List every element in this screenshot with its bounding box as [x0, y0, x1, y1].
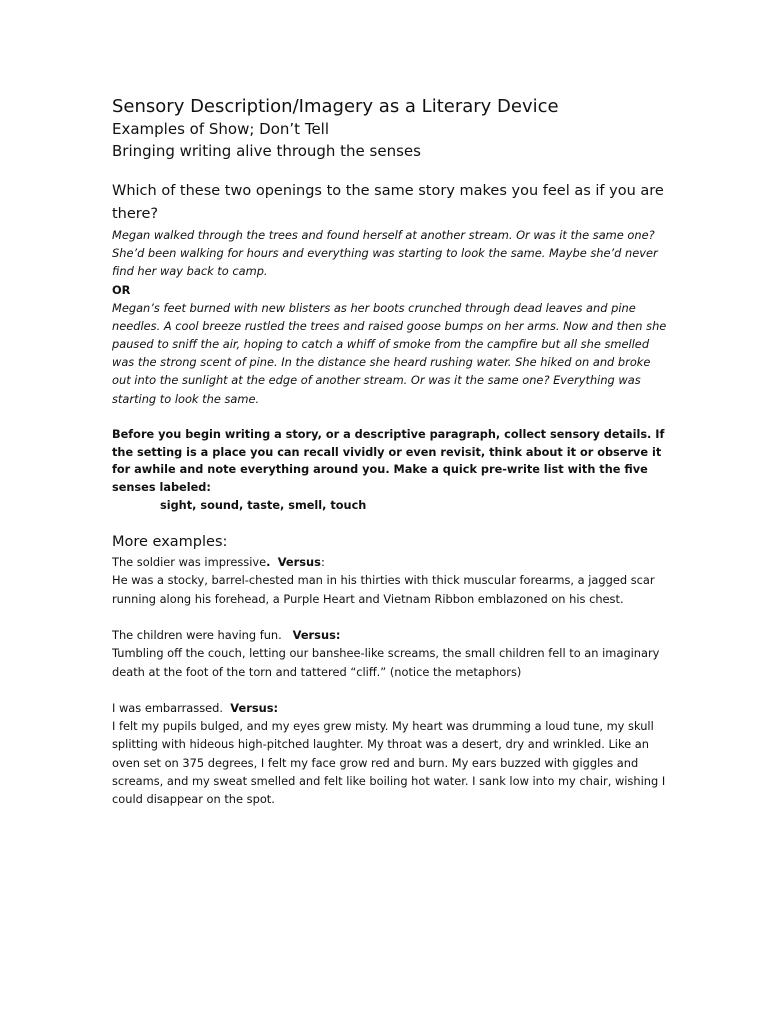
versus-punctuation: :	[320, 555, 325, 570]
example-soldier	[112, 553, 668, 608]
more-examples-heading: More examples:	[112, 534, 228, 551]
example-children	[112, 626, 668, 681]
tell-statement	[112, 699, 668, 717]
opening-one: Megan walked through the trees and found herself at another stream. Or was it the same one? She’d been walking for hours and everything was starting to look the same. Maybe she’d never find her way back to camp.	[112, 228, 658, 279]
tell-statement	[112, 626, 668, 644]
subtitle-senses: Bringing writing alive through the senses	[112, 142, 421, 160]
page-title: Sensory Description/Imagery as a Literary Device	[112, 96, 559, 117]
versus-label: Versus	[277, 555, 321, 570]
show-statement: Tumbling off the couch, letting our banshee-like screams, the small children fell to an imaginary death at the foot of the torn and tattered “cliff.” (notice the metaphors)	[112, 646, 660, 679]
versus-label: Versus:	[292, 627, 341, 642]
versus-label: Versus:	[230, 700, 279, 715]
example-embarrassed	[112, 699, 668, 809]
opening-two: Megan’s feet burned with new blisters as her boots crunched through dead leaves and pine needles. A cool breeze rustled the trees and raised goose bumps on her arms. Now and then she paused to sniff the air, hoping to catch a whiff of smoke from the campfire but all she smelled was the strong scent of pine. In the distance she heard rushing water. She hiked on and broke out into the sunlight at the edge of another stream. Or was it the same one? Everything was starting to look the same.	[112, 300, 667, 406]
senses-list: sight, sound, taste, smell, touch	[160, 499, 367, 513]
instruction-paragraph: Before you begin writing a story, or a descriptive paragraph, collect sensory details. If the setting is a place you can recall vividly or even revisit, think about it or observe it for awhile and note everything around you. Make a quick pre-write list with the five senses labeled:	[112, 427, 665, 495]
or-label: OR	[112, 282, 131, 297]
tell-statement	[112, 553, 668, 571]
tell-text: The children were having fun.	[112, 627, 282, 642]
subtitle-examples: Examples of Show; Don’t Tell	[112, 120, 330, 138]
show-statement: He was a stocky, barrel-chested man in his thirties with thick muscular forearms, a jagged scar running along his forehead, a Purple Heart and Vietnam Ribbon emblazoned on his chest.	[112, 573, 655, 606]
tell-punctuation: .	[266, 555, 271, 570]
tell-text: I was embarrassed.	[112, 700, 224, 715]
question-text: Which of these two openings to the same story makes you feel as if you are there?	[112, 183, 664, 222]
show-statement: I felt my pupils bulged, and my eyes grew misty. My heart was drumming a loud tune, my skull splitting with hideous high-pitched laughter. My throat was a desert, dry and wrinkled. Like an oven set on 375 degrees, I felt my face grow red and burn. My ears buzzed with giggles and screams, and my sweat smelled and felt like boiling hot water. I sank low into my chair, wishing I could disappear on the spot.	[112, 719, 666, 807]
tell-text: The soldier was impressive	[112, 555, 267, 570]
